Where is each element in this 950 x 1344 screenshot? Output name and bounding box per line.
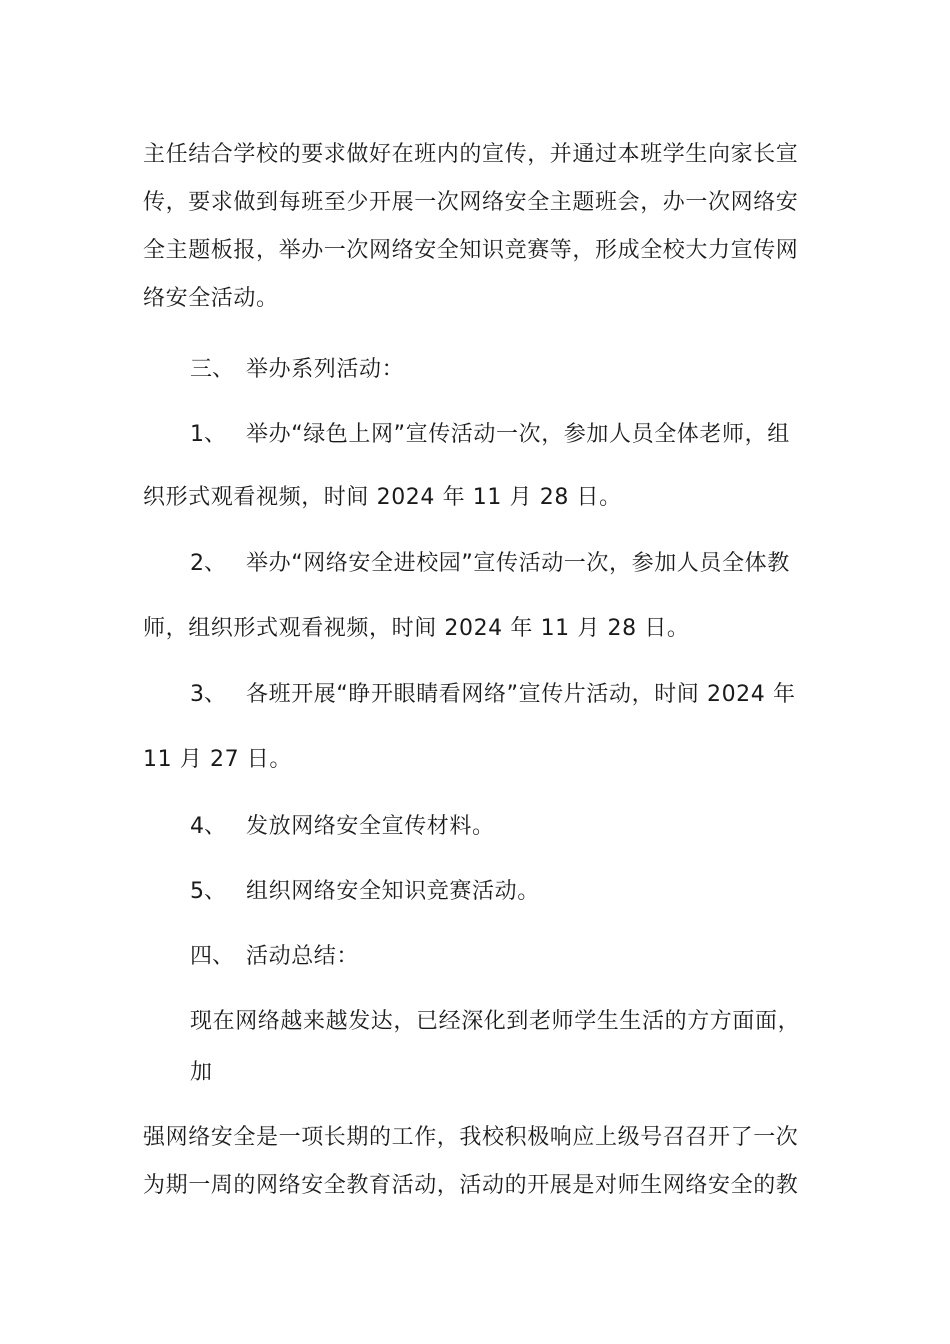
list-item-text: 组织网络安全知识竞赛活动。 bbox=[246, 879, 540, 904]
list-item-text: 织形式观看视频，时间 2024 年 11 月 28 日。 bbox=[143, 485, 622, 510]
list-item-number: 2、 bbox=[190, 551, 226, 576]
section-heading: 举办系列活动： bbox=[246, 357, 405, 382]
list-item-number: 3、 bbox=[190, 682, 226, 707]
paragraph-line: 络安全活动。 bbox=[143, 286, 279, 311]
list-item-number: 4、 bbox=[190, 814, 226, 839]
summary-line: 现在网络越来越发达，已经深化到老师学生生活的方方面面， bbox=[190, 1009, 801, 1034]
list-item-text: 举办“网络安全进校园”宣传活动一次，参加人员全体教 bbox=[246, 551, 790, 576]
section-heading: 活动总结： bbox=[246, 944, 360, 969]
summary-line: 强网络安全是一项长期的工作，我校积极响应上级号召召开了一次 bbox=[143, 1125, 799, 1150]
list-item-text: 各班开展“睁开眼睛看网络”宣传片活动，时间 2024 年 bbox=[246, 682, 796, 707]
paragraph-line: 主任结合学校的要求做好在班内的宣传，并通过本班学生向家长宣 bbox=[143, 142, 799, 167]
paragraph-line: 传，要求做到每班至少开展一次网络安全主题班会，办一次网络安 bbox=[143, 190, 799, 215]
list-item-text: 发放网络安全宣传材料。 bbox=[246, 814, 495, 839]
list-item-text: 11 月 27 日。 bbox=[143, 747, 292, 772]
paragraph-line: 全主题板报，举办一次网络安全知识竞赛等，形成全校大力宣传网 bbox=[143, 238, 799, 263]
summary-line: 加 bbox=[190, 1060, 213, 1085]
list-item-number: 5、 bbox=[190, 879, 226, 904]
list-item-text: 师，组织形式观看视频，时间 2024 年 11 月 28 日。 bbox=[143, 616, 690, 641]
summary-line: 为期一周的网络安全教育活动，活动的开展是对师生网络安全的教 bbox=[143, 1173, 799, 1198]
list-item-number: 1、 bbox=[190, 422, 226, 447]
section-number: 三、 bbox=[190, 357, 235, 382]
section-number: 四、 bbox=[190, 944, 235, 969]
list-item-text: 举办“绿色上网”宣传活动一次，参加人员全体老师，组 bbox=[246, 422, 790, 447]
